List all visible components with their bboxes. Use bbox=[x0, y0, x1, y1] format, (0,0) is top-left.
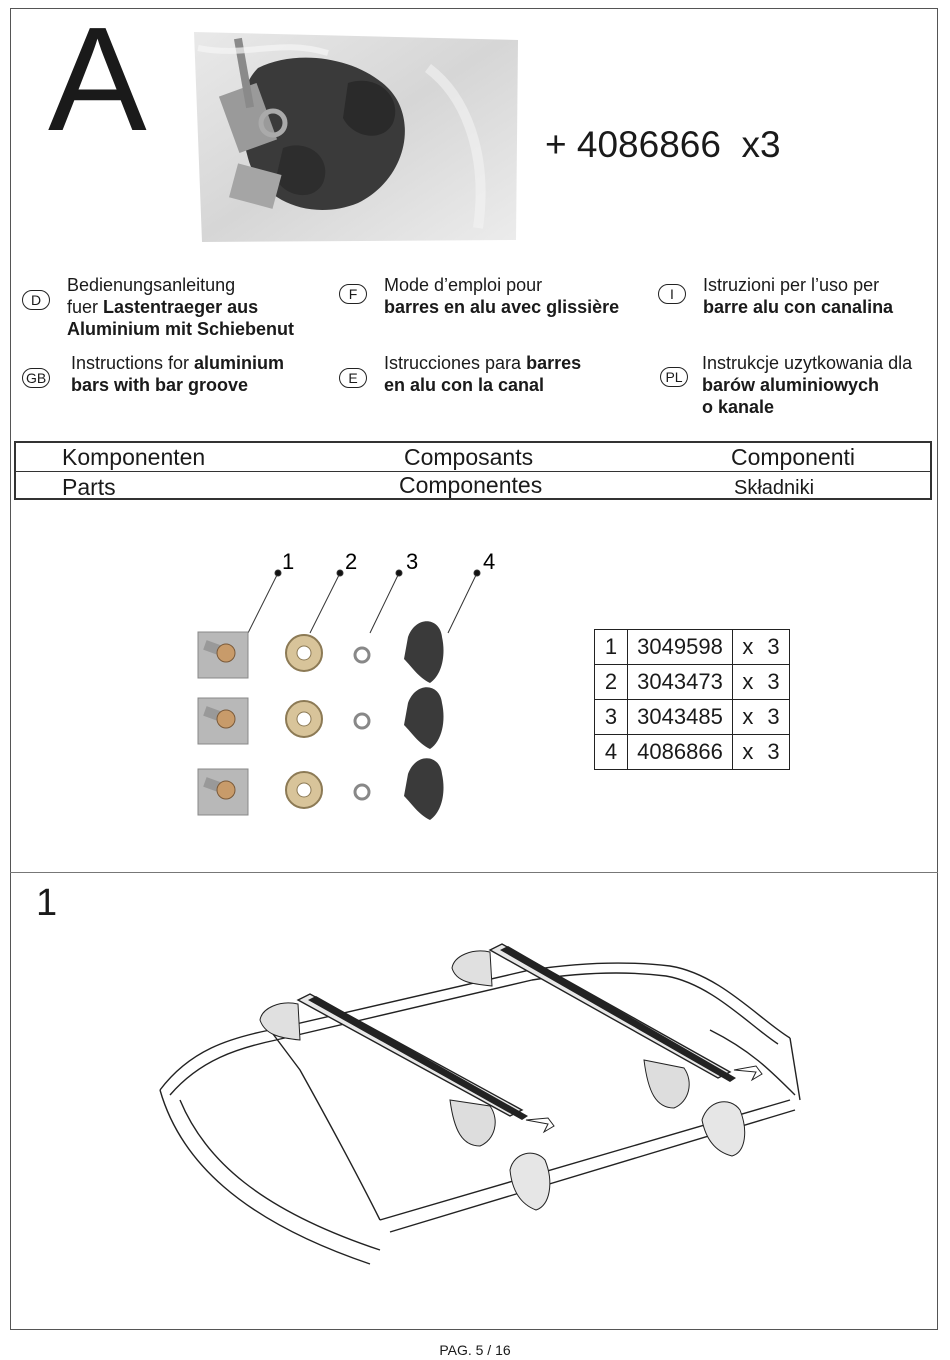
part-qty: x 3 bbox=[733, 630, 790, 665]
roof-bar-front bbox=[452, 944, 762, 1156]
parts-illustration bbox=[190, 545, 496, 835]
step-number: 1 bbox=[36, 882, 58, 924]
lang-badge-e: E bbox=[339, 368, 367, 388]
callout-1: 1 bbox=[282, 549, 295, 574]
components-table bbox=[14, 441, 932, 500]
components-es: Componentes bbox=[399, 472, 543, 498]
lang-pl-line1: Instrukcje uzytkowania dla bbox=[702, 353, 913, 373]
lang-en-line1-plain: Instructions for bbox=[71, 353, 195, 373]
part-num: 2 bbox=[595, 665, 628, 700]
lang-de bbox=[67, 274, 294, 340]
lang-de-line1: Bedienungsanleitung bbox=[67, 275, 236, 295]
lang-es-line2: en alu con la canal bbox=[384, 375, 545, 395]
lang-pl-line3: o kanale bbox=[702, 397, 775, 417]
lang-en-line2: bars with bar groove bbox=[71, 375, 249, 395]
lang-en-line1-bold: aluminium bbox=[194, 353, 285, 373]
lang-es bbox=[384, 352, 581, 396]
lang-badge-gb: GB bbox=[22, 368, 50, 388]
table-row bbox=[595, 735, 790, 770]
part-qty: x 3 bbox=[733, 735, 790, 770]
table-row bbox=[595, 700, 790, 735]
part-num: 4 bbox=[595, 735, 628, 770]
lang-es-line1-bold: barres bbox=[526, 353, 582, 373]
components-it: Componenti bbox=[731, 444, 856, 470]
lang-de-line2-bold: Lastentraeger aus bbox=[103, 297, 259, 317]
components-pl: Składniki bbox=[734, 477, 815, 499]
table-row bbox=[595, 665, 790, 700]
lang-pl-line2: barów aluminiowych bbox=[702, 375, 880, 395]
components-de: Komponenten bbox=[62, 444, 206, 470]
lang-en bbox=[71, 352, 284, 396]
components-en: Parts bbox=[62, 474, 116, 500]
part-num: 1 bbox=[595, 630, 628, 665]
callout-4: 4 bbox=[483, 549, 496, 574]
lang-fr-line2: barres en alu avec glissière bbox=[384, 297, 620, 317]
parts-row-2 bbox=[198, 687, 444, 749]
lang-fr-line1: Mode d’emploi pour bbox=[384, 275, 543, 295]
lang-pl bbox=[702, 352, 912, 418]
lang-de-line2-plain: fuer bbox=[67, 297, 104, 317]
parts-row-1 bbox=[198, 621, 444, 683]
parts-bag-photo bbox=[188, 28, 523, 246]
parts-list-table bbox=[594, 629, 790, 770]
part-num: 3 bbox=[595, 700, 628, 735]
lang-it-line1: Istruzioni per l’uso per bbox=[703, 275, 880, 295]
car-roof-illustration bbox=[150, 920, 810, 1280]
part-number: 3043485 bbox=[628, 700, 733, 735]
lang-fr bbox=[384, 274, 619, 318]
callout-2: 2 bbox=[345, 549, 358, 574]
lang-badge-pl: PL bbox=[660, 367, 688, 387]
part-number: 3043473 bbox=[628, 665, 733, 700]
callout-3: 3 bbox=[406, 549, 419, 574]
lang-es-line1-plain: Istrucciones para bbox=[384, 353, 527, 373]
lang-badge-d: D bbox=[22, 290, 50, 310]
page-number: PAG. 5 / 16 bbox=[439, 1342, 511, 1358]
components-fr: Composants bbox=[404, 444, 534, 470]
roof-bar-rear bbox=[260, 994, 554, 1210]
parts-row-3 bbox=[198, 758, 444, 820]
part-number: 3049598 bbox=[628, 630, 733, 665]
lang-it bbox=[703, 274, 893, 318]
bag-part-number: + 4086866 x3 bbox=[545, 124, 781, 165]
section-letter: A bbox=[48, 0, 147, 162]
lang-de-line3: Aluminium mit Schiebenut bbox=[67, 319, 295, 339]
part-number: 4086866 bbox=[628, 735, 733, 770]
lang-badge-f: F bbox=[339, 284, 367, 304]
lang-badge-i: I bbox=[658, 284, 686, 304]
lang-it-line2: barre alu con canalina bbox=[703, 297, 894, 317]
section-divider bbox=[10, 872, 938, 873]
part-qty: x 3 bbox=[733, 665, 790, 700]
part-qty: x 3 bbox=[733, 700, 790, 735]
table-row bbox=[595, 630, 790, 665]
